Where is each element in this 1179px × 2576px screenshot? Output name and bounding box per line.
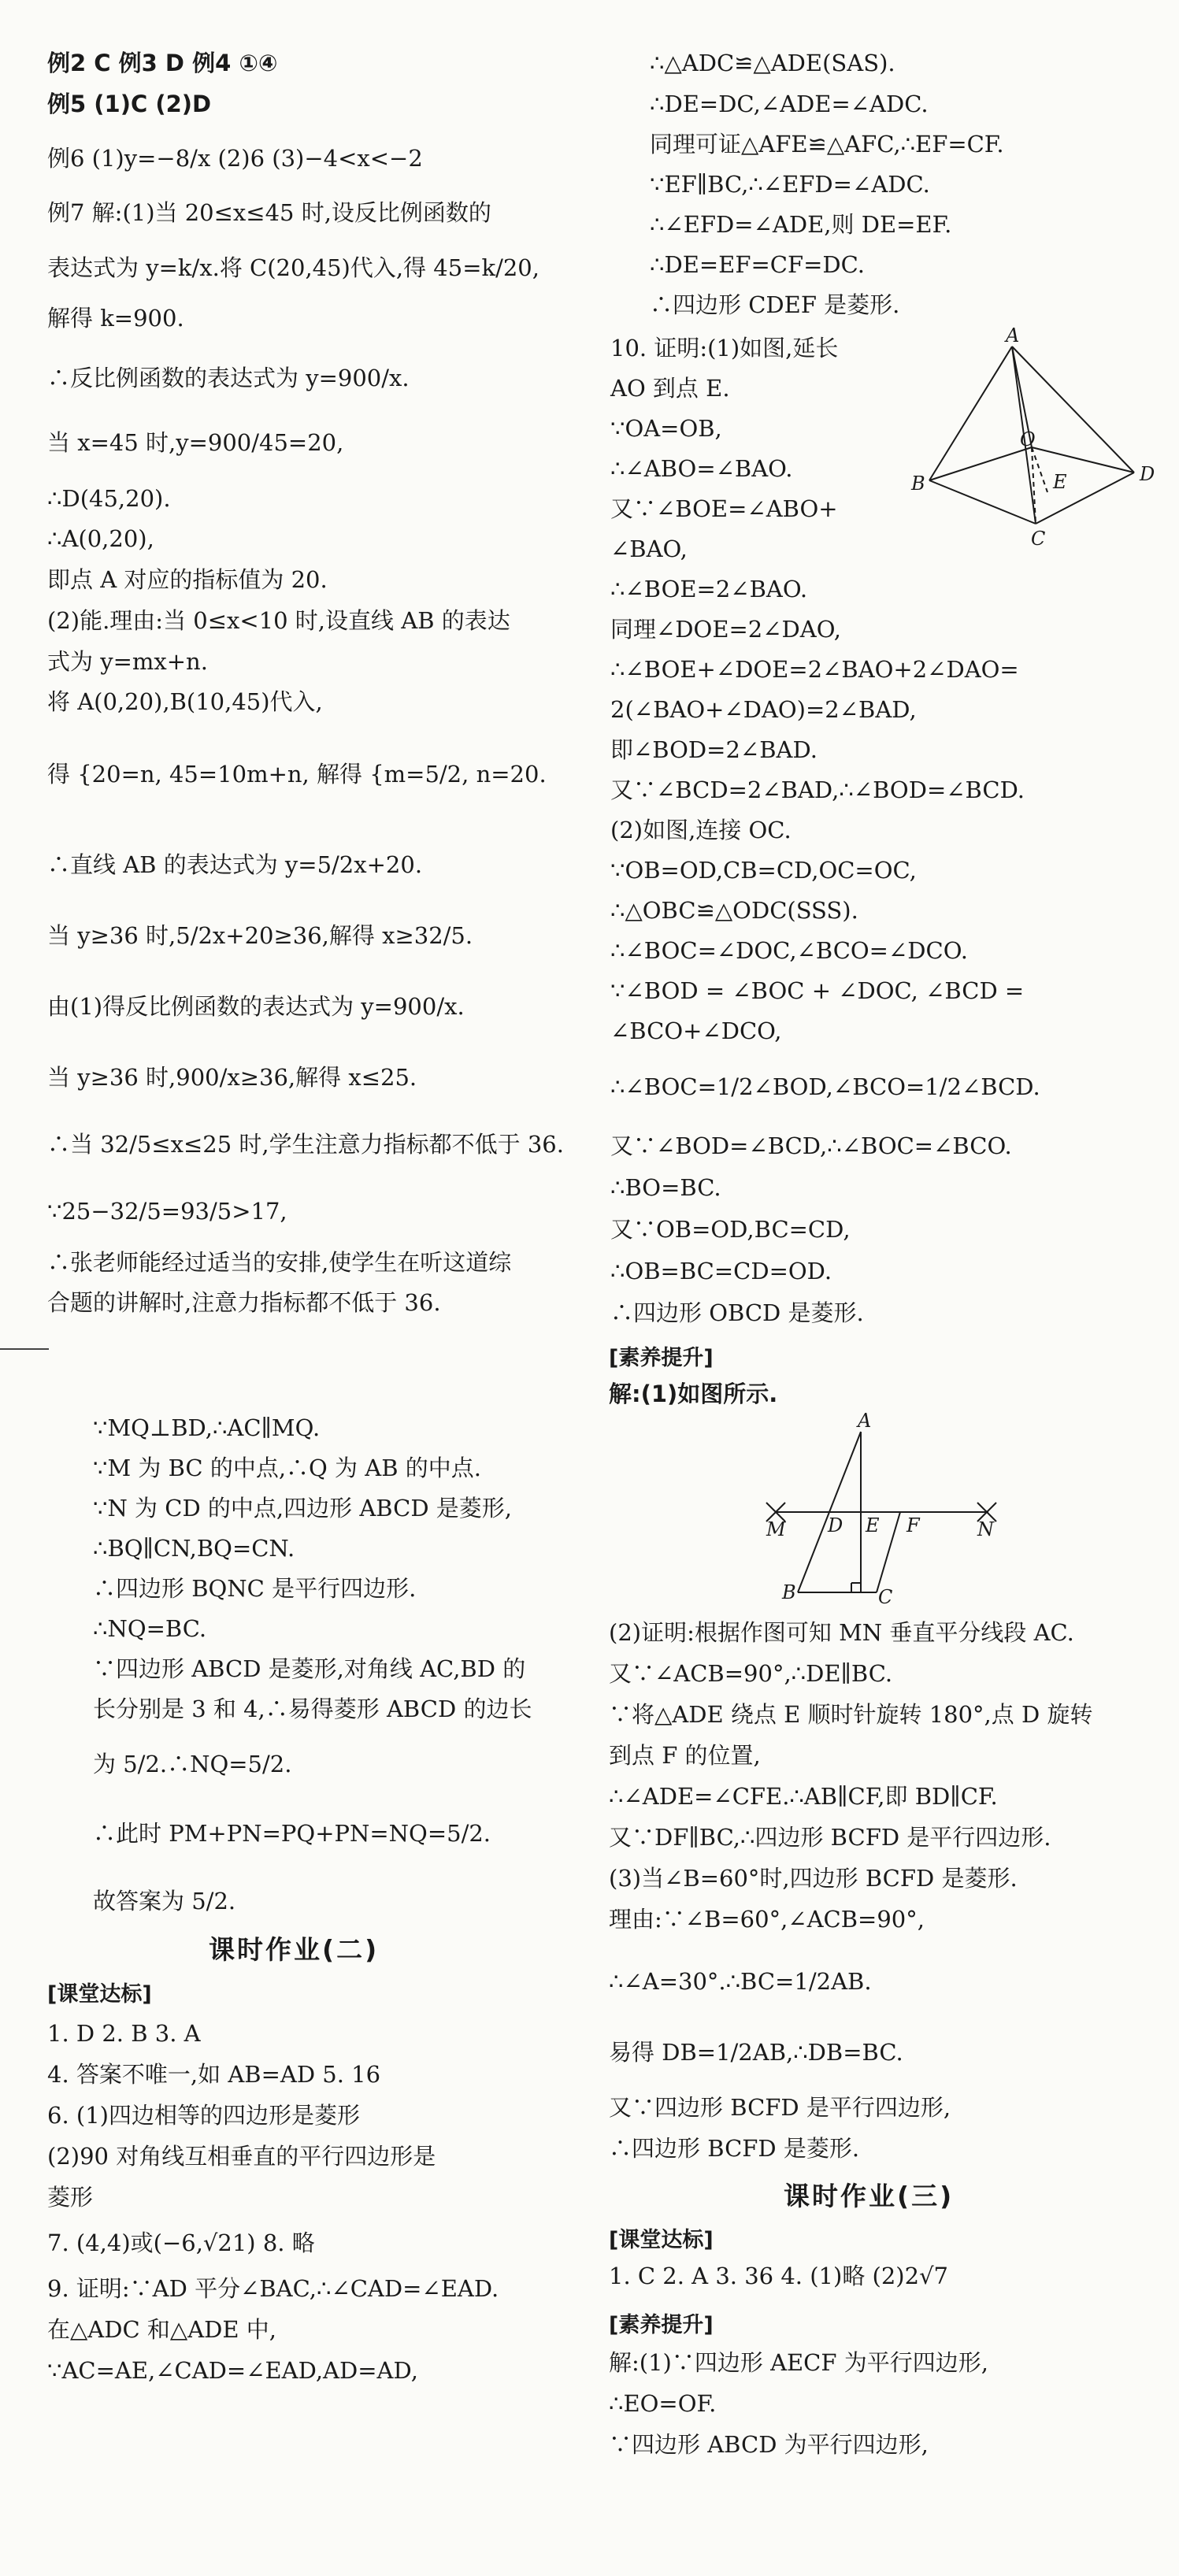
answer-line: (2)证明:根据作图可知 MN 垂直平分线段 AC.	[609, 1619, 1074, 1646]
answer-line: ∵AC=AE,∠CAD=∠EAD,AD=AD,	[47, 2357, 418, 2384]
answer-line: 即∠BOD=2∠BAD.	[610, 736, 818, 763]
answer-line: 在△ADC 和△ADE 中,	[47, 2316, 277, 2343]
answer-line: ∴四边形 BQNC 是平行四边形.	[93, 1575, 417, 1602]
answer-line: 易得 DB=1/2AB,∴DB=BC.	[609, 2039, 903, 2066]
fig1-label: A	[1006, 324, 1020, 347]
fig1-label: C	[1031, 528, 1046, 550]
answer-line: 同理∠DOE=2∠DAO,	[610, 616, 842, 643]
fig2-label: A	[858, 1410, 872, 1432]
answer-line: ∴D(45,20).	[47, 485, 171, 512]
answer-line: ∴当 32/5≤x≤25 时,学生注意力指标都不低于 36.	[47, 1131, 564, 1158]
answer-line: AO 到点 E.	[610, 375, 730, 402]
answer-line: 合题的讲解时,注意力指标都不低于 36.	[47, 1289, 441, 1316]
fig1-label: E	[1053, 471, 1067, 493]
answer-line: ∴∠ADE=∠CFE.∴AB∥CF,即 BD∥CF.	[609, 1783, 998, 1810]
section-tag: [素养提升]	[609, 2313, 714, 2337]
answer-line: ∴四边形 BCFD 是菱形.	[609, 2135, 860, 2162]
answer-line: 又∵OB=OD,BC=CD,	[610, 1216, 851, 1243]
answer-line: ∴直线 AB 的表达式为 y=5/2x+20.	[47, 851, 423, 878]
fig1-label: O	[1020, 428, 1036, 450]
answer-line: ∴NQ=BC.	[93, 1615, 207, 1642]
answer-line: ∴反比例函数的表达式为 y=900/x.	[47, 365, 410, 391]
answer-line: ∴张老师能经过适当的安排,使学生在听这道综	[47, 1249, 512, 1276]
page-divider	[0, 1348, 49, 1350]
answer-line: ∴DE=DC,∠ADE=∠ADC.	[650, 91, 929, 117]
answer-line: 由(1)得反比例函数的表达式为 y=900/x.	[47, 993, 465, 1020]
answer-line: (2)如图,连接 OC.	[610, 817, 792, 843]
answer-line: 为 5/2.∴NQ=5/2.	[93, 1751, 292, 1777]
answer-line: ∴△OBC≌△ODC(SSS).	[610, 897, 858, 924]
answer-line: 7. (4,4)或(−6,√21) 8. 略	[47, 2229, 315, 2256]
answer-line: (2)能.理由:当 0≤x<10 时,设直线 AB 的表达	[47, 607, 510, 634]
answer-line: 长分别是 3 和 4,∴易得菱形 ABCD 的边长	[93, 1696, 532, 1722]
answer-line: ∴∠BOC=∠DOC,∠BCO=∠DCO.	[610, 937, 969, 964]
answer-line: ∴此时 PM+PN=PQ+PN=NQ=5/2.	[93, 1820, 491, 1847]
answer-line: ∴EO=OF.	[609, 2390, 717, 2417]
answer-line: 1. D 2. B 3. A	[47, 2020, 201, 2047]
section-title: 课时作业(二)	[209, 1934, 380, 1965]
answer-line: ∵25−32/5=93/5>17,	[47, 1198, 287, 1225]
answer-line: ∴DE=EF=CF=DC.	[650, 251, 865, 278]
answer-line: (2)90 对角线互相垂直的平行四边形是	[47, 2143, 436, 2170]
answer-line: 将 A(0,20),B(10,45)代入,	[47, 688, 323, 715]
answer-line: ∠BAO,	[610, 536, 688, 562]
answer-line: 2(∠BAO+∠DAO)=2∠BAD,	[610, 696, 917, 723]
geometry-figure-q10	[911, 324, 1170, 551]
answer-line: 同理可证△AFE≌△AFC,∴EF=CF.	[650, 131, 1004, 158]
answer-line: ∵四边形 ABCD 为平行四边形,	[609, 2431, 929, 2458]
answer-line: ∴BO=BC.	[610, 1174, 721, 1201]
answer-line: 又∵∠BOE=∠ABO+	[610, 495, 838, 522]
answer-line: ∴BQ∥CN,BQ=CN.	[93, 1535, 295, 1562]
answer-line: 菱形	[47, 2184, 94, 2211]
answer-line: 10. 证明:(1)如图,延长	[610, 335, 839, 361]
fig1-label: D	[1140, 463, 1155, 485]
fig2-label: M	[766, 1518, 786, 1540]
answer-line: 1. C 2. A 3. 36 4. (1)略 (2)2√7	[609, 2263, 948, 2289]
answer-line: 表达式为 y=k/x.将 C(20,45)代入,得 45=k/20,	[47, 254, 539, 281]
answer-line: ∴∠BOE=2∠BAO.	[610, 576, 808, 602]
fig1-label: B	[911, 473, 925, 495]
answer-line: ∵将△ADE 绕点 E 顺时针旋转 180°,点 D 旋转	[609, 1701, 1093, 1728]
answer-line: ∴∠ABO=∠BAO.	[610, 455, 793, 482]
answer-line: ∴A(0,20),	[47, 525, 154, 552]
answer-line: 9. 证明:∵AD 平分∠BAC,∴∠CAD=∠EAD.	[47, 2275, 499, 2302]
answer-line: 例7 解:(1)当 20≤x≤45 时,设反比例函数的	[47, 199, 491, 226]
answer-line: ∵OA=OB,	[610, 415, 722, 442]
answer-line: 又∵四边形 BCFD 是平行四边形,	[609, 2094, 951, 2121]
answer-line: 解得 k=900.	[47, 305, 184, 332]
section-tag: [课堂达标]	[47, 1982, 152, 2007]
section-title: 课时作业(三)	[784, 2181, 955, 2211]
answer-line: (3)当∠B=60°时,四边形 BCFD 是菱形.	[609, 1865, 1018, 1892]
fig2-label: D	[828, 1514, 843, 1536]
fig2-label: F	[906, 1514, 920, 1536]
answer-line: ∴∠A=30°.∴BC=1/2AB.	[609, 1968, 872, 1995]
answer-line: 4. 答案不唯一,如 AB=AD 5. 16	[47, 2061, 381, 2088]
answer-line: 当 y≥36 时,5/2x+20≥36,解得 x≥32/5.	[47, 922, 473, 949]
answer-line: ∠BCO+∠DCO,	[610, 1017, 782, 1044]
answer-line: 故答案为 5/2.	[93, 1888, 236, 1914]
answer-line: ∵EF∥BC,∴∠EFD=∠ADC.	[650, 171, 930, 198]
answer-line: ∴四边形 OBCD 是菱形.	[610, 1299, 864, 1326]
answer-line: 到点 F 的位置,	[609, 1742, 761, 1769]
answer-line: 6. (1)四边相等的四边形是菱形	[47, 2102, 360, 2129]
fig2-label: C	[878, 1586, 893, 1608]
answer-line: 式为 y=mx+n.	[47, 648, 208, 675]
answer-line: 当 x=45 时,y=900/45=20,	[47, 429, 344, 456]
answer-line: 例6 (1)y=−8/x (2)6 (3)−4<x<−2	[47, 145, 423, 172]
fig2-label: N	[977, 1518, 994, 1540]
answer-line: 例2 C 例3 D 例4 ①④	[47, 50, 278, 76]
answer-line: 得 {20=n, 45=10m+n, 解得 {m=5/2, n=20.	[47, 761, 547, 788]
answer-line: 理由:∵∠B=60°,∠ACB=90°,	[609, 1906, 925, 1933]
geometry-figure-construction	[760, 1410, 1020, 1608]
answer-line: 即点 A 对应的指标值为 20.	[47, 566, 328, 593]
answer-line: ∵OB=OD,CB=CD,OC=OC,	[610, 857, 917, 884]
answer-line: 又∵∠ACB=90°,∴DE∥BC.	[609, 1660, 893, 1687]
answer-line: 又∵DF∥BC,∴四边形 BCFD 是平行四边形.	[609, 1824, 1051, 1851]
fig2-label: E	[866, 1514, 880, 1536]
answer-line: ∵M 为 BC 的中点,∴Q 为 AB 的中点.	[93, 1455, 481, 1481]
section-tag: [素养提升]	[609, 1346, 714, 1370]
answer-line: ∵MQ⊥BD,∴AC∥MQ.	[93, 1414, 321, 1441]
answer-line: ∴∠EFD=∠ADE,则 DE=EF.	[650, 211, 952, 238]
answer-line: ∴∠BOE+∠DOE=2∠BAO+2∠DAO=	[610, 656, 1019, 683]
answer-line: 又∵∠BOD=∠BCD,∴∠BOC=∠BCO.	[610, 1132, 1012, 1159]
answer-line: ∴∠BOC=1/2∠BOD,∠BCO=1/2∠BCD.	[610, 1073, 1040, 1100]
answer-line: 解:(1)∵四边形 AECF 为平行四边形,	[609, 2349, 988, 2376]
answer-line: ∵∠BOD = ∠BOC + ∠DOC, ∠BCD =	[610, 977, 1025, 1004]
section-tag: [课堂达标]	[609, 2228, 714, 2252]
answer-line: ∵四边形 ABCD 是菱形,对角线 AC,BD 的	[93, 1655, 526, 1682]
answer-line: 又∵∠BCD=2∠BAD,∴∠BOD=∠BCD.	[610, 777, 1025, 803]
answer-line: ∴△ADC≌△ADE(SAS).	[650, 50, 895, 76]
answer-line: ∴OB=BC=CD=OD.	[610, 1258, 832, 1284]
answer-line: ∴四边形 CDEF 是菱形.	[650, 291, 900, 318]
fig2-label: B	[782, 1581, 796, 1603]
answer-line: 解:(1)如图所示.	[609, 1381, 778, 1407]
answer-line: ∵N 为 CD 的中点,四边形 ABCD 是菱形,	[93, 1495, 513, 1522]
answer-line: 例5 (1)C (2)D	[47, 91, 212, 117]
answer-line: 当 y≥36 时,900/x≥36,解得 x≤25.	[47, 1064, 417, 1091]
